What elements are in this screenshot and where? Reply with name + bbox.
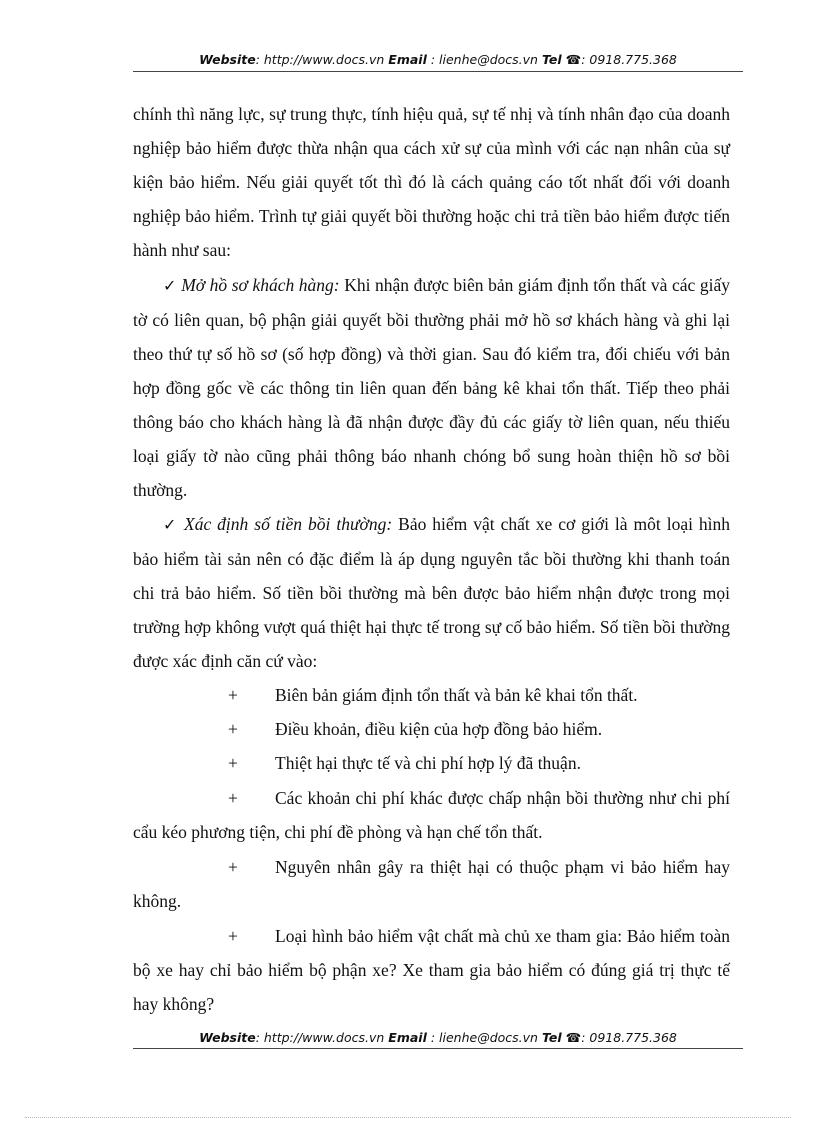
paragraph-intro: chính thì năng lực, sự trung thực, tính hiệu quả, sự tế nhị và tính nhân đạo của doanh nghiệp bảo hiểm được thừa nhận qua cách xử sự của mình với các nạn nhân của sự kiện bảo hiểm. Nếu giải quyết tốt thì đó là cách quảng cáo tốt nhất đối với doanh nghiệp bảo hiểm. Trình tự giải quyết bồi thường hoặc chi trả tiền bảo hiểm được tiến hành như sau: <box>133 104 730 260</box>
phone-icon: ☎ <box>565 52 582 67</box>
email-label: Email <box>388 52 427 67</box>
page-header <box>133 52 743 67</box>
footer-rule <box>133 1048 743 1049</box>
plus-bullet: + <box>228 926 238 946</box>
paragraph-text: Khi nhận được biên bản giám định tổn thất và các giấy tờ có liên quan, bộ phận giải quyết bồi thường phải mở hồ sơ khách hàng và ghi lại theo thứ tự số hồ sơ (số hợp đồng) và thời gian. Sau đó kiểm tra, đối chiếu với bản hợp đồng gốc về các thông tin liên quan đến bảng kê khai tổn thất. Tiếp theo phải thông báo cho khách hàng là đã nhận được đầy đủ các giấy tờ liên quan, nếu thiếu loại giấy tờ nào cũng phải thông báo nhanh chóng bổ sung hoàn thiện hồ sơ bồi thường. <box>133 275 731 500</box>
list-item-text: Nguyên nhân gây ra thiệt hại có thuộc phạm vi bảo hiểm hay không. <box>133 857 730 911</box>
website-label: Website <box>199 52 256 67</box>
email-label: Email <box>388 1030 427 1045</box>
list-item <box>133 746 730 780</box>
paragraph-text: Bảo hiểm vật chất xe cơ giới là môt loại hình bảo hiểm tài sản nên có đặc điểm là áp dụng nguyên tắc bồi thường khi thanh toán chi trả bảo hiểm. Số tiền bồi thường mà bên được bảo hiểm nhận được trong mọi trường hợp không vượt quá thiệt hại thực tế trong sự cố bảo hiểm. Số tiền bồi thường được xác định căn cứ vào: <box>133 514 731 671</box>
plus-bullet: + <box>228 753 238 773</box>
website-url[interactable]: : http://www.docs.vn <box>255 52 385 67</box>
paragraph-lead: Xác định số tiền bồi thường: <box>184 514 393 534</box>
phone-icon: ☎ <box>565 1030 582 1045</box>
paragraph-lead: Mở hồ sơ khách hàng: <box>181 275 340 295</box>
email-address[interactable]: : lienhe@docs.vn <box>430 1030 538 1045</box>
list-item-text: Biên bản giám định tổn thất và bản kê khai tổn thất. <box>275 685 638 705</box>
list-item <box>133 678 730 712</box>
list-item <box>133 712 730 746</box>
paragraph-open-file <box>133 268 730 507</box>
website-url[interactable]: : http://www.docs.vn <box>255 1030 385 1045</box>
plus-bullet: + <box>228 857 238 877</box>
tel-number: : 0918.775.368 <box>581 52 677 67</box>
plus-bullet: + <box>228 788 238 808</box>
tel-label: Tel <box>541 52 562 67</box>
tel-number: : 0918.775.368 <box>581 1030 677 1045</box>
checkmark-icon: ✓ <box>163 515 179 534</box>
paragraph-compensation <box>133 507 730 678</box>
tel-label: Tel <box>541 1030 562 1045</box>
header-rule <box>133 71 743 72</box>
list-item <box>133 781 730 849</box>
list-item <box>133 919 730 1021</box>
list-item-text: Các khoản chi phí khác được chấp nhận bồi thường như chi phí cẩu kéo phương tiện, chi phí đề phòng và hạn chế tổn thất. <box>133 788 730 842</box>
list-item-text: Thiệt hại thực tế và chi phí hợp lý đã thuận. <box>275 753 581 773</box>
list-item-text: Loại hình bảo hiểm vật chất mà chủ xe tham gia: Bảo hiểm toàn bộ xe hay chỉ bảo hiểm bộ phận xe? Xe tham gia bảo hiểm có đúng giá trị thực tế hay không? <box>133 926 730 1014</box>
email-address[interactable]: : lienhe@docs.vn <box>430 52 538 67</box>
checkmark-icon: ✓ <box>163 276 177 295</box>
page-footer <box>133 1030 743 1045</box>
list-item <box>133 850 730 918</box>
page-bottom-divider <box>25 1117 791 1118</box>
website-label: Website <box>199 1030 256 1045</box>
plus-bullet: + <box>228 685 238 705</box>
plus-bullet: + <box>228 719 238 739</box>
list-item-text: Điều khoản, điều kiện của hợp đồng bảo hiểm. <box>275 719 603 739</box>
